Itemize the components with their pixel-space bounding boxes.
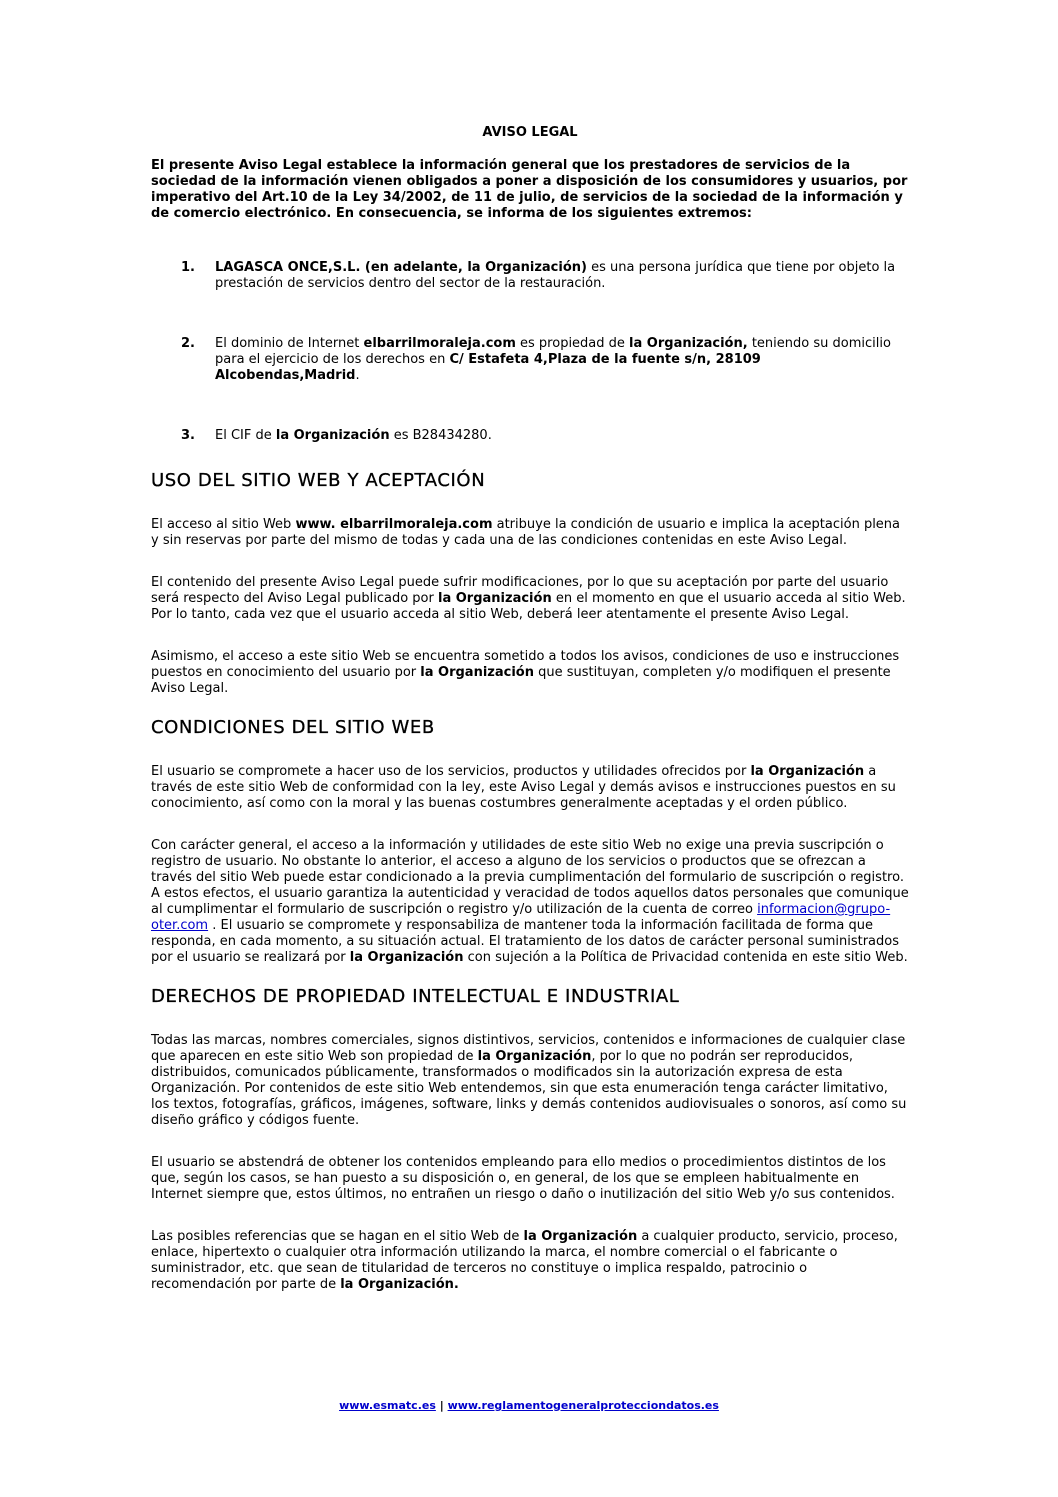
org-name: la Organización,: [629, 336, 748, 351]
footer-separator: |: [435, 1399, 448, 1412]
text-span: a través de este sitio Web de conformidad con la ley, este Aviso Legal y demás avisos e instrucciones puestos en su conocimiento, así como con la moral y las buenas costumbres generalmente aceptadas y el orden público.: [151, 764, 896, 811]
company-name: LAGASCA ONCE,S.L. (en adelante, la Organización): [215, 260, 587, 275]
list-number: 2.: [181, 336, 195, 351]
org-name: la Organización: [275, 428, 390, 443]
paragraph: [151, 764, 909, 812]
paragraph: [151, 1033, 909, 1129]
email-link[interactable]: informacion@grupo-oter.com: [151, 902, 891, 933]
paragraph: [151, 517, 909, 549]
list-text: [215, 260, 909, 292]
list-text: [215, 336, 909, 384]
text-span: El dominio de Internet: [215, 336, 364, 351]
intro-paragraph: El presente Aviso Legal establece la información general que los prestadores de servicios de la sociedad de la información vienen obligados a poner a disposición de los consumidores y usuarios, por imperativo del Art.10 de la Ley 34/2002, de 11 de julio, de servicios de la sociedad de la información y de comercio electrónico. En consecuencia, se informa de los siguientes extremos:: [151, 158, 908, 221]
paragraph: [151, 575, 909, 623]
text-span: El usuario se compromete a hacer uso de los servicios, productos y utilidades ofrecidos por: [151, 764, 751, 779]
text-span: es una persona jurídica que tiene por objeto la prestación de servicios dentro del sector de la restauración.: [215, 260, 896, 291]
text-span: . El usuario se compromete y responsabiliza de mantener toda la información facilitada de forma que responda, en cada momento, a su situación actual. El tratamiento de los datos de carácter personal suministrados por el usuario se realizará por: [151, 918, 899, 965]
list-item: [151, 428, 909, 444]
domain-name: elbarrilmoraleja.com: [363, 336, 516, 351]
paragraph: [151, 649, 909, 697]
org-name: la Organización: [420, 665, 534, 680]
document-page: [151, 125, 909, 1319]
text-span: El acceso al sitio Web: [151, 517, 296, 532]
text-span: en el momento en que el usuario acceda al sitio Web. Por lo tanto, cada vez que el usuario acceda al sitio Web, deberá leer atentamente el presente Aviso Legal.: [151, 591, 906, 622]
address: C/ Estafeta 4,Plaza de la fuente s/n, 28109 Alcobendas,Madrid: [215, 352, 761, 383]
org-name: la Organización: [523, 1229, 638, 1244]
document-title: AVISO LEGAL: [482, 125, 578, 140]
text-span: El contenido del presente Aviso Legal puede sufrir modificaciones, por lo que su aceptación por parte del usuario será respecto del Aviso Legal publicado por: [151, 575, 889, 606]
text-span: Asimismo, el acceso a este sitio Web se encuentra sometido a todos los avisos, condiciones de uso e instrucciones puestos en conocimiento del usuario por: [151, 649, 900, 680]
text-span: .: [355, 368, 360, 383]
text-span: Todas las marcas, nombres comerciales, signos distintivos, servicios, contenidos e informaciones de cualquier clase que aparecen en este sitio Web son propiedad de: [151, 1033, 906, 1064]
list-number: 3.: [181, 428, 195, 443]
text-span: es B28434280.: [389, 428, 492, 443]
text-span: Con carácter general, el acceso a la información y utilidades de este sitio Web no exige una previa suscripción o registro de usuario. No obstante lo anterior, el acceso a alguno de los servicios o productos que se ofrezcan a través del sitio Web puede estar condicionado a la previa cumplimentación del formulario de suscripción o registro. A estos efectos, el usuario garantiza la autenticidad y veracidad de todos aquellos datos personales que comunique al cumplimentar el formulario de suscripción o registro y/o utilización de la cuenta de correo: [151, 838, 909, 917]
paragraph: El usuario se abstendrá de obtener los contenidos empleando para ello medios o procedimientos distintos de los que, según los casos, se han puesto a su disposición o, en general, de los que se empleen habitualmente en Internet siempre que, estos últimos, no entrañen un riesgo o daño o inutilización del sitio Web y/o sus contenidos.: [151, 1155, 895, 1202]
list-item: [151, 260, 909, 292]
footer-link-esmatc[interactable]: www.esmatc.es: [339, 1399, 436, 1412]
numbered-list: [151, 260, 909, 444]
org-name: la Organización: [438, 591, 552, 606]
list-text: [215, 428, 909, 444]
section-heading-uso: USO DEL SITIO WEB Y ACEPTACIÓN: [151, 470, 486, 491]
text-span: atribuye la condición de usuario e implica la aceptación plena y sin reservas por parte del mismo de todas y cada una de las condiciones contenidas en este Aviso Legal.: [151, 517, 901, 548]
text-span: teniendo su domicilio para el ejercicio de los derechos en: [215, 336, 891, 367]
paragraph: [151, 1229, 909, 1293]
text-span: a cualquier producto, servicio, proceso, enlace, hipertexto o cualquier otra información utilizando la marca, el nombre comercial o el fabricante o suministrador, etc. que sean de titularidad de terceros no constituye o implica respaldo, patrocinio o recomendación por parte de: [151, 1229, 898, 1292]
website-name: www. elbarrilmoraleja.com: [295, 517, 493, 532]
text-span: , por lo que no podrán ser reproducidos, distribuidos, comunicados públicamente, transformados o modificados sin la autorización expresa de esta Organización. Por contenidos de este sitio Web entendemos, sin que esta enumeración tenga carácter limitativo, los textos, fotografías, gráficos, imágenes, software, links y demás contenidos audiovisuales o sonoros, así como su diseño gráfico y códigos fuente.: [151, 1049, 907, 1128]
page-footer: [0, 1399, 1058, 1412]
text-span: que sustituyan, completen y/o modifiquen el presente Aviso Legal.: [151, 665, 891, 696]
list-number: 1.: [181, 260, 195, 275]
paragraph: [151, 838, 909, 966]
section-heading-condiciones: CONDICIONES DEL SITIO WEB: [151, 717, 435, 738]
footer-link-reglamento[interactable]: www.reglamentogeneralprotecciondatos.es: [447, 1399, 719, 1412]
text-span: con sujeción a la Política de Privacidad contenida en este sitio Web.: [463, 950, 908, 965]
list-item: [151, 336, 909, 384]
org-name: la Organización: [477, 1049, 592, 1064]
org-name: la Organización.: [340, 1277, 459, 1292]
text-span: El CIF de: [215, 428, 276, 443]
text-span: Las posibles referencias que se hagan en el sitio Web de: [151, 1229, 524, 1244]
section-heading-derechos: DERECHOS DE PROPIEDAD INTELECTUAL E INDUSTRIAL: [151, 986, 680, 1007]
org-name: la Organización: [750, 764, 865, 779]
org-name: la Organización: [349, 950, 464, 965]
text-span: es propiedad de: [515, 336, 630, 351]
